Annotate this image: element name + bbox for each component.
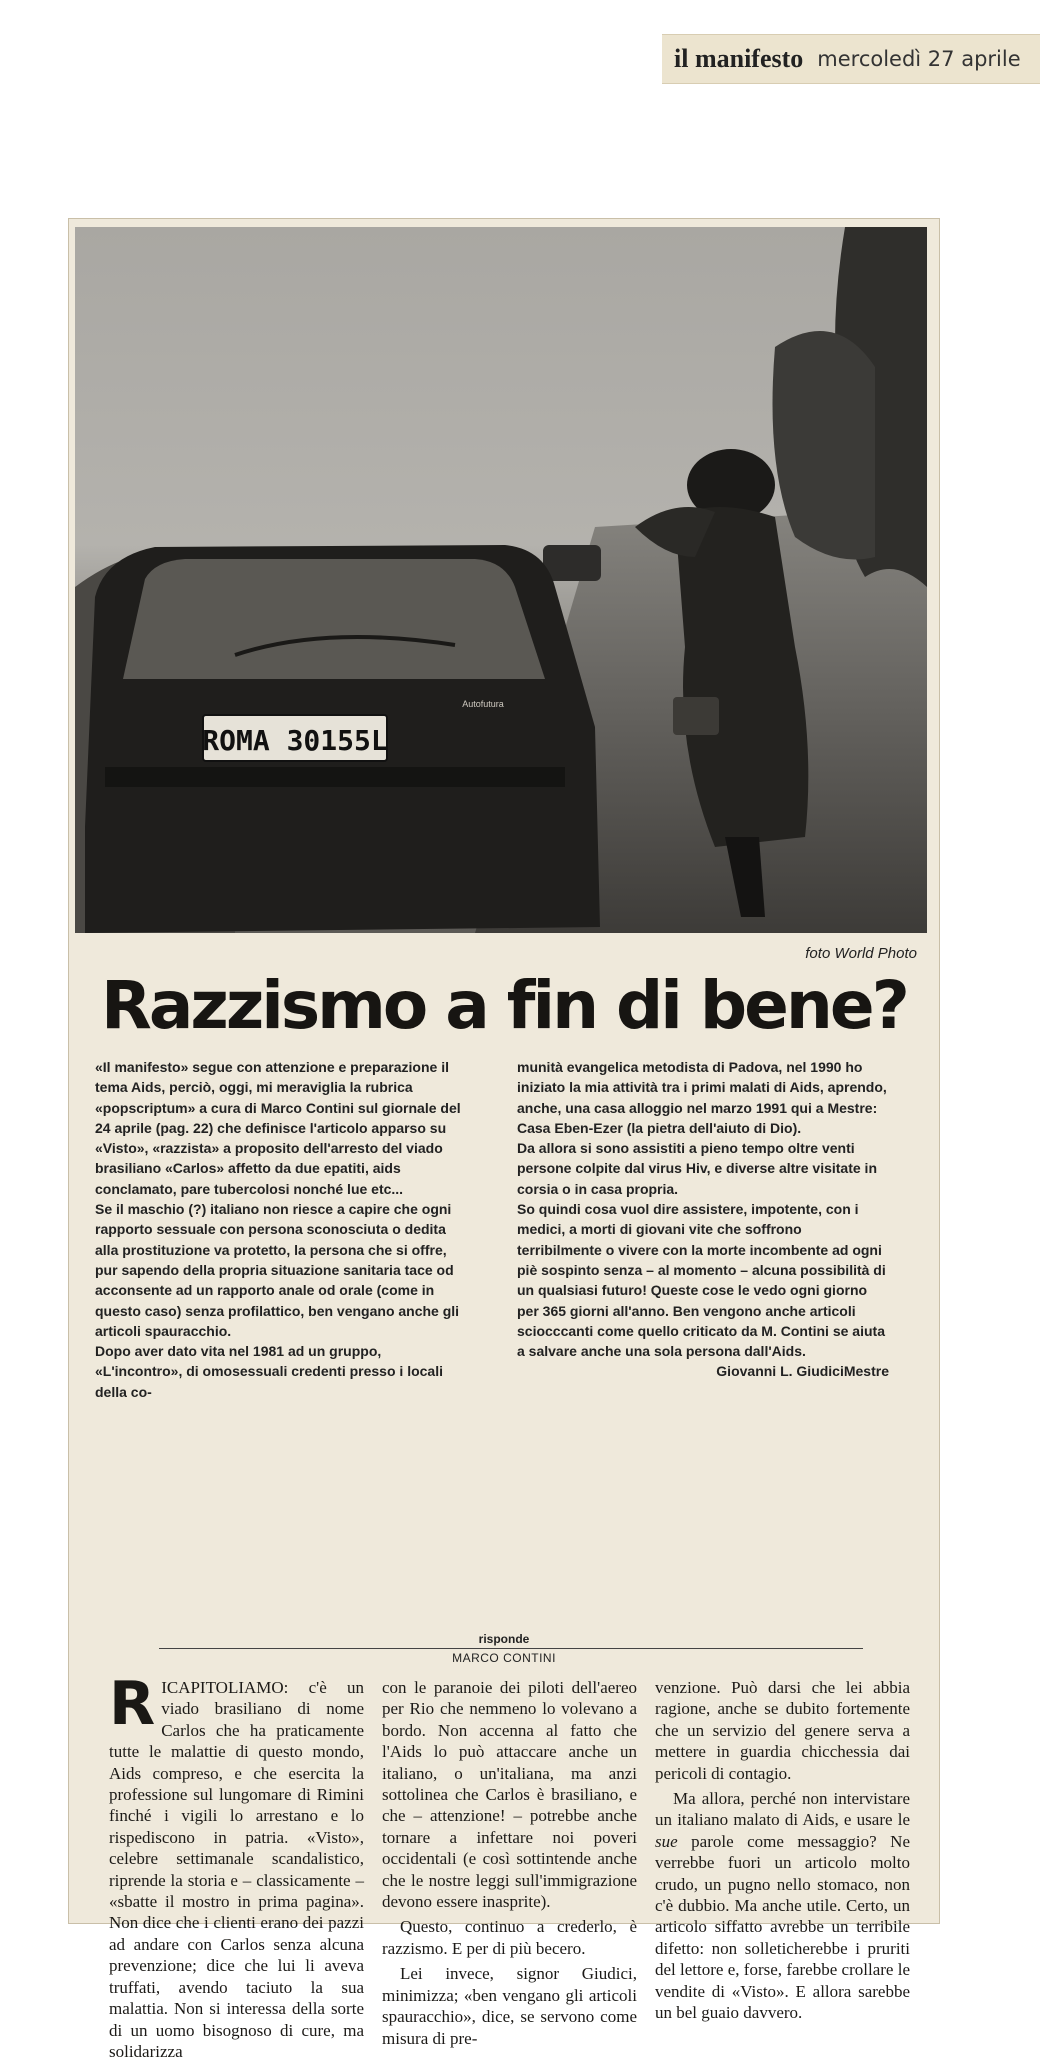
reply-text: Ma allora, perché non intervistare un italiano malato di Aids, e usare le xyxy=(655,1789,910,1830)
license-plate: ROMA 30155L xyxy=(202,724,388,757)
letter-paragraph: Da allora si sono assistiti a pieno tempo oltre venti persone colpite dal virus Hiv, e diverse altre visitate in corsia o in casa propria. xyxy=(517,1140,877,1197)
section-divider xyxy=(159,1648,863,1649)
reply-paragraph xyxy=(109,1669,365,2062)
reply-author: MARCO CONTINI xyxy=(452,1651,556,1665)
newspaper-clipping xyxy=(68,218,940,2061)
reply-paragraph: con le paranoie dei piloti dell'aereo per Rio che nemmeno lo volevano a bordo. Non accenna al fatto che l'Aids lo può attaccare anche un italiano, o un'italiana, ma anzi sottolinea che Carlos è brasiliano, e che – attenzione! – potrebbe anche tornare a infettare noi poveri occidentali (e così sottintende anche che le nostre leggi sull'immigrazione devono essere inasprite). xyxy=(382,1678,637,1912)
reply-label: risponde xyxy=(478,1632,530,1646)
reply-text: c'è un viado brasiliano di nome Carlos che ha praticamente tutte le malattie di questo mondo, Aids compreso, e che esercita la professione sul lungomare di Rimini finché i vigili lo arrestano e lo rispediscono in patria. «Visto», celebre settimanale scandalistico, riprende la storia e – classicamente – «sbatte il mostro in prima pagina». Non dice che i clienti erano dei pazzi ad andare con Carlos senza alcuna prevenzione; dice che lui li aveva truffati, avendo taciuto la sua malattia. Non si interessa della sorte di un uomo bisognoso di cure, ma solidarizza xyxy=(109,1678,365,2061)
reply-paragraph xyxy=(655,1788,910,2023)
issue-date: mercoledì 27 aprile xyxy=(817,47,1021,71)
letter-paragraph: Dopo aver dato vita nel 1981 ad un gruppo, «L'incontro», di omosessuali credenti presso i locali della co- xyxy=(95,1343,443,1400)
letter-column-left xyxy=(95,1057,467,1402)
drop-cap: R xyxy=(109,1669,156,1739)
letter-paragraph: So quindi cosa vuol dire assistere, impotente, con i medici, a morti di giovani vite che soffrono terribilmente o vivere con la morte incombente ad ogni piè sospinto senza – al momento – alcuna possibilità di un qualsiasi futuro! Queste cose le vedo ogni giorno per 365 giorni all'anno. Ben vengono anche articoli sciocccanti come quello criticato da M. Contini se aiuta a salvare anche una sola persona dall'Aids. xyxy=(517,1201,886,1360)
news-photo xyxy=(75,227,927,933)
reply-text: parole come messaggio? Ne verrebbe fuori un articolo molto crudo, un pugno nello stomaco, non c'è dubbio. Ma anche utile. Certo, un articolo siffatto avrebbe un terribile difetto: non solleticherebbe i pruriti del lettore e, forse, farebbe crollare le vendite di «Visto». E allora sarebbe un bel guaio davvero. xyxy=(655,1831,910,2023)
reply-column-1 xyxy=(109,1669,365,2066)
letter-paragraph: Se il maschio (?) italiano non riesce a capire che ogni rapporto sessuale con persona sconosciuta o dedita alla prostituzione va protetto, la persona che si offre, pur sapendo della propria situazione sanitaria tace od acconsente ad un rapporto anale od orale (come in questo caso) senza profilattico, ben vengano anche gli articoli spauracchio. xyxy=(95,1201,460,1339)
masthead xyxy=(662,34,1040,84)
letter-paragraph: «Il manifesto» segue con attenzione e preparazione il tema Aids, perciò, oggi, mi meraviglia la rubrica «popscriptum» a cura di Marco Contini sul giornale del 24 aprile (pag. 22) che definisce l'articolo apparso su «Visto», «razzista» a proposito dell'arresto del viado brasiliano «Carlos» affetto da due epatiti, aids conclamato, pare tubercolosi nonché lue etc... xyxy=(95,1059,461,1197)
headline: Razzismo a fin di bene? xyxy=(101,967,907,1044)
reply-paragraph: Lei invece, signor Giudici, minimizza; «ben vengano gli articoli spauracchio», dice, se servono come misura di pre- xyxy=(382,1964,637,2048)
reply-paragraph: venzione. Può darsi che lei abbia ragione, anche se dubito fortemente che un servizio del genere serva a mettere in guardia chicchessia dai pericoli di contagio. xyxy=(655,1678,910,1783)
reply-lead: ICAPITOLIAMO: xyxy=(161,1678,289,1697)
reply-column-3 xyxy=(655,1677,910,2028)
emphasis-text: sue xyxy=(655,1831,678,1851)
letter-signature: Giovanni L. GiudiciMestre xyxy=(716,1363,889,1380)
dealer-badge: Autofutura xyxy=(462,699,504,709)
photo-credit: foto World Photo xyxy=(805,945,917,962)
letter-paragraph: munità evangelica metodista di Padova, nel 1990 ho iniziato la mia attività tra i primi malati di Aids, aprendo, anche, una casa alloggio nel marzo 1991 qui a Mestre: Casa Eben-Ezer (la pietra dell'aiuto di Dio). xyxy=(517,1059,887,1136)
reply-paragraph: Questo, continuo a crederlo, è razzismo. E per di più becero. xyxy=(382,1917,637,1958)
newspaper-name: il manifesto xyxy=(674,44,804,73)
reply-column-2 xyxy=(382,1677,637,2053)
letter-column-right xyxy=(517,1057,889,1382)
